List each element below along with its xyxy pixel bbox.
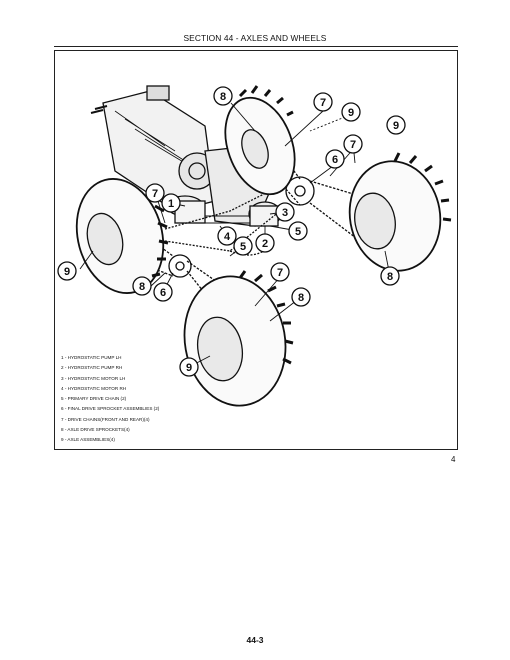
callout-number: 9 (63, 266, 71, 278)
legend-item: 2 - HYDROSTATIC PUMP RH (61, 365, 123, 371)
callout-number: 1 (167, 198, 175, 210)
callout-number: 8 (219, 91, 227, 103)
callout-number: 6 (331, 154, 339, 166)
tire-front-left (174, 268, 295, 413)
callout-number: 4 (223, 231, 231, 243)
legend-item: 4 - HYDROSTATIC MOTOR RH (61, 385, 127, 391)
callout-number: 7 (319, 97, 327, 109)
legend-item: 7 - DRIVE CHAINS(FRONT AND REAR)(4) (61, 416, 150, 422)
callout-number: 8 (386, 271, 394, 283)
page-number: 44-3 (246, 635, 264, 645)
legend-item: 1 - HYDROSTATIC PUMP LH (61, 355, 122, 360)
callout-number: 9 (392, 120, 400, 132)
figure-number: 4 (451, 455, 456, 464)
callout-number: 6 (159, 287, 167, 299)
legend-item: 3 - HYDROSTATIC MOTOR LH (61, 375, 126, 381)
section-header: SECTION 44 - AXLES AND WHEELS (183, 33, 327, 43)
figure-frame (54, 50, 458, 450)
callout-number: 7 (276, 267, 284, 279)
parts-legend (61, 353, 159, 446)
legend-item: 6 - FINAL DRIVE SPROCKET ASSEMBLIES (2) (61, 406, 160, 412)
callout-number: 7 (151, 188, 159, 200)
callout-number: 3 (281, 207, 289, 219)
callout-number: 9 (347, 107, 355, 119)
tire-front-right (341, 153, 451, 278)
callout-number: 5 (294, 226, 302, 238)
legend-item: 9 - AXLE ASSEMBLIES(4) (61, 437, 115, 443)
callout-number: 7 (349, 139, 357, 151)
callout-number: 8 (138, 281, 146, 293)
callout-number: 8 (297, 292, 305, 304)
legend-item: 5 - PRIMARY DRIVE CHAIN (2) (61, 396, 127, 402)
legend-item: 8 - AXLE DRIVE SPROCKETS(4) (61, 427, 130, 433)
header-rule (54, 46, 458, 47)
callout-number: 5 (239, 241, 247, 253)
callout-number: 2 (261, 238, 269, 250)
callout-number: 9 (185, 362, 193, 374)
